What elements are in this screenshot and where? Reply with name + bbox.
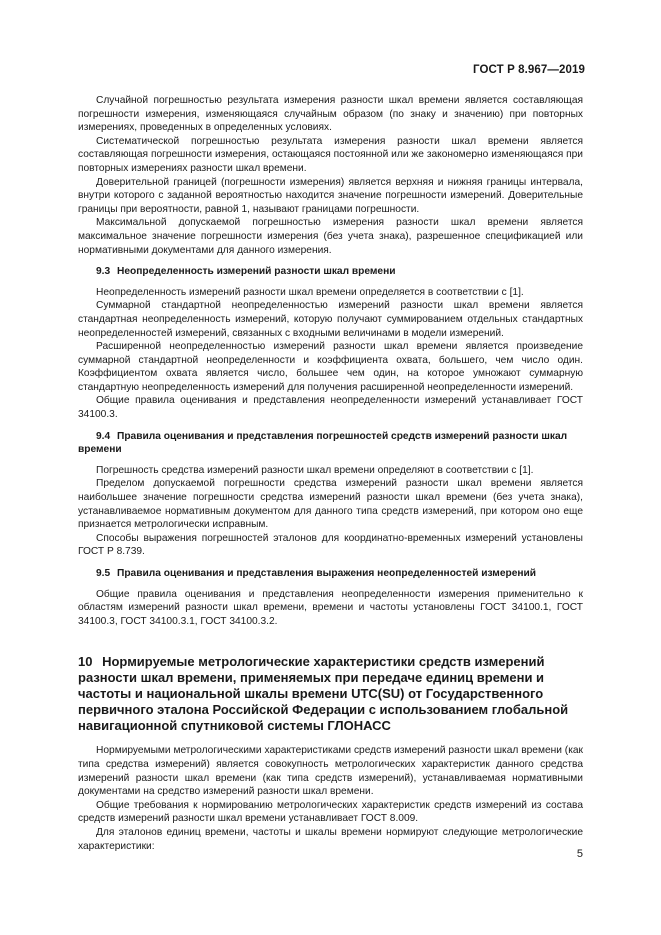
- section-heading-9-4: [78, 430, 583, 457]
- paragraph: Погрешность средства измерений разности шкал времени определяют в соответствии с [1].: [96, 464, 534, 476]
- paragraph: Пределом допускаемой погрешности средства измерений разности шкал времени является наибольшее значение погрешности средства измерений разности шкал времени (без учета знака), устанавливаемое нормативным документом для данного типа средств измерений, при котором оно еще признается метрологически исправным.: [78, 478, 583, 531]
- paragraph: Неопределенность измерений разности шкал времени определяется в соответствии с [1].: [96, 286, 524, 298]
- section-number: 10: [78, 654, 93, 670]
- paragraph: Суммарной стандартной неопределенностью измерений разности шкал времени является стандартная неопределенность измерений, которую получают суммированием отдельных стандартных неопределенностей измерений, связанных с входными величинами в модели измерений.: [78, 300, 583, 339]
- paragraph: Доверительной границей (погрешности измерения) является верхняя и нижняя границы интервала, внутри которого с заданной вероятностью находится значение погрешности измерений. Доверительные границы при вероятности, равной 1, называют границами погрешности.: [78, 176, 583, 215]
- paragraph: Максимальной допускаемой погрешностью измерения разности шкал времени является максимальное значение погрешности измерения (без учета знака), разрешенное спецификацией или нормативными документами для данного измерения.: [78, 217, 583, 256]
- section-number: 9.5: [96, 568, 111, 579]
- paragraph: Способы выражения погрешностей эталонов для координатно-временных измерений установлены ГОСТ Р 8.739.: [78, 532, 583, 558]
- section-heading-9-5: [78, 567, 583, 581]
- section-number: 9.3: [96, 266, 111, 278]
- paragraph: Общие правила оценивания и представления неопределенности измерений устанавливает ГОСТ 34100.3.: [78, 395, 583, 421]
- section-heading-9-3: [78, 265, 583, 279]
- section-title: Нормируемые метрологические характеристики средств измерений разности шкал времени, применяемых при передаче единиц времени и частоты и национальной шкалы времени UTC(SU) от Государственного первичного эталона Российской Федерации с использованием глобальной навигационной спутниковой системы ГЛОНАСС: [78, 654, 569, 734]
- paragraph: Систематической погрешностью результата измерения разности шкал времени является составляющая погрешности измерения, остающаяся постоянной или же закономерно изменяющаяся при повторных измерениях разности шкал времени.: [78, 135, 583, 174]
- section-heading-10: [78, 654, 583, 734]
- paragraph: Общие требования к нормированию метрологических характеристик средств измерений из состава средств измерений разности шкал времени устанавливает ГОСТ 8.009.: [78, 799, 583, 825]
- section-title: Неопределенность измерений разности шкал времени: [117, 266, 396, 278]
- paragraph: Общие правила оценивания и представления неопределенности измерения применительно к областям измерений разности шкал времени, времени и частоты установлены ГОСТ 34100.1, ГОСТ 34100.3, ГОСТ 34100.3.1, ГОСТ 34100.3.2.: [78, 588, 583, 627]
- page-number: 5: [576, 848, 583, 860]
- page-content: [78, 94, 583, 853]
- paragraph: Случайной погрешностью результата измерения разности шкал времени является составляющая погрешности измерения, изменяющаяся случайным образом (по знаку и значению) при повторных измерениях, проведенных в определенных условиях.: [78, 95, 583, 134]
- section-number: 9.4: [96, 430, 111, 442]
- paragraph: Расширенной неопределенностью измерений разности шкал времени является произведение суммарной стандартной неопределенности и коэффициента охвата, большего, чем число один. Коэффициентом охвата является число, большее чем один, на которое умножают суммарную стандартную неопределенность измерений для получения расширенной неопределенности измерений.: [78, 341, 583, 393]
- section-title: Правила оценивания и представления выражения неопределенностей измерений: [117, 568, 537, 579]
- paragraph: Для эталонов единиц времени, частоты и шкалы времени нормируют следующие метрологические характеристики:: [78, 826, 583, 852]
- paragraph: Нормируемыми метрологическими характеристиками средств измерений разности шкал времени (как типа средства измерений) является совокупность метрологических характеристик данного средства измерений разности шкал времени (как типа средств измерений), устанавливаемая нормативными документами на средство измерений разности шкал времени.: [78, 745, 583, 798]
- document-id: ГОСТ Р 8.967—2019: [473, 64, 585, 76]
- section-title: Правила оценивания и представления погрешностей средств измерений разности шкал времени: [78, 430, 568, 456]
